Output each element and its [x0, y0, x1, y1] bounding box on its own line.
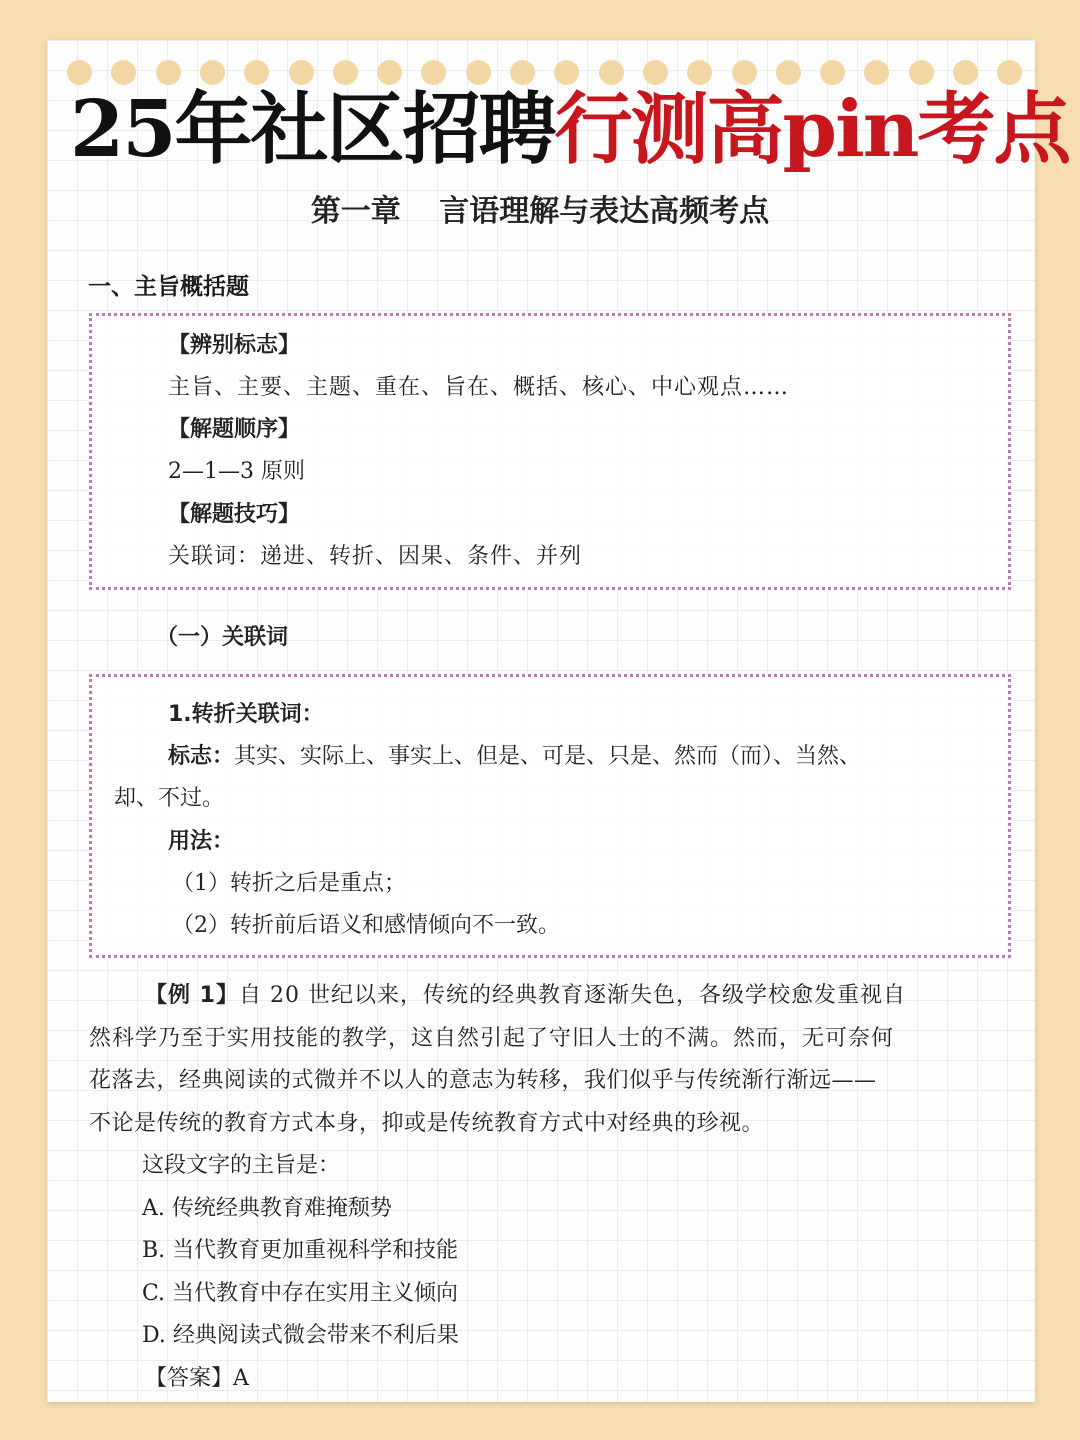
binder-hole	[776, 60, 801, 85]
sign-label: 标志：	[168, 744, 235, 769]
binder-hole	[997, 60, 1022, 85]
label-identify: 【辨别标志】	[168, 333, 301, 358]
chapter-title: 第一章 言语理解与表达高频考点	[310, 194, 770, 229]
label-skill: 【解题技巧】	[168, 502, 301, 527]
skill-text: 关联词：递进、转折、因果、条件、并列	[168, 544, 583, 569]
sign-text-1: 其实、实际上、事实上、但是、可是、只是、然而（而）、当然、	[234, 744, 862, 769]
usage-label: 用法：	[168, 829, 235, 854]
order-text: 2—1—3 原则	[168, 459, 305, 484]
main-title-red: 行测高pin考点	[554, 84, 1070, 175]
example-line-1	[89, 975, 1016, 1018]
binder-hole	[67, 60, 92, 85]
sign-line-2: 却、不过。	[114, 786, 225, 811]
binder-hole	[466, 60, 491, 85]
binder-hole	[200, 60, 225, 85]
binder-hole	[953, 60, 978, 85]
binder-holes	[67, 60, 1027, 86]
label-order: 【解题顺序】	[168, 417, 301, 442]
binder-hole	[643, 60, 668, 85]
main-title	[70, 84, 1070, 176]
binder-hole	[599, 60, 624, 85]
conjunction-box	[89, 674, 1011, 958]
example-line-2: 然科学乃至于实用技能的教学，这自然引起了守旧人士的不满。然而，无可奈何	[89, 1025, 895, 1051]
answer-text: 【答案】A	[145, 1365, 249, 1391]
example-line-3: 花落去，经典阅读的式微并不以人的意志为转移，我们似乎与传统渐行渐远——	[89, 1068, 877, 1093]
binder-hole	[111, 60, 136, 85]
binder-hole	[554, 60, 579, 85]
binder-hole	[377, 60, 402, 85]
binder-hole	[820, 60, 845, 85]
identify-text: 主旨、主要、主题、重在、旨在、概括、核心、中心观点……	[168, 375, 790, 400]
binder-hole	[909, 60, 934, 85]
sign-line-1	[168, 739, 861, 770]
example-label: 【例 1】	[145, 983, 239, 1008]
key-points-box	[89, 313, 1011, 590]
binder-hole	[421, 60, 446, 85]
section-heading: 一、主旨概括题	[88, 274, 249, 300]
binder-hole	[244, 60, 269, 85]
usage-1: （1）转折之后是重点；	[172, 871, 406, 896]
option-c: C. 当代教育中存在实用主义倾向	[142, 1280, 459, 1306]
example-line-4: 不论是传统的教育方式本身，抑或是传统教育方式中对经典的珍视。	[89, 1110, 765, 1136]
usage-2: （2）转折前后语义和感情倾向不一致。	[172, 913, 560, 938]
binder-hole	[864, 60, 889, 85]
option-d: D. 经典阅读式微会带来不利后果	[142, 1323, 459, 1348]
binder-hole	[732, 60, 757, 85]
conjunction-title: 1.转折关联词：	[168, 702, 324, 727]
example-text-1: 自 20 世纪以来，传统的经典教育逐渐失色，各级学校愈发重视自	[238, 983, 906, 1008]
binder-hole	[510, 60, 535, 85]
option-a: A. 传统经典教育难掩颓势	[142, 1195, 392, 1221]
option-b: B. 当代教育更加重视科学和技能	[142, 1238, 459, 1263]
subsection-heading: （一）关联词	[156, 625, 289, 650]
binder-hole	[333, 60, 358, 85]
example-passage	[89, 975, 1016, 1400]
question-text: 这段文字的主旨是：	[142, 1153, 341, 1178]
binder-hole	[156, 60, 181, 85]
main-title-black: 25年社区招聘	[70, 84, 555, 175]
binder-hole	[687, 60, 712, 85]
binder-hole	[289, 60, 314, 85]
